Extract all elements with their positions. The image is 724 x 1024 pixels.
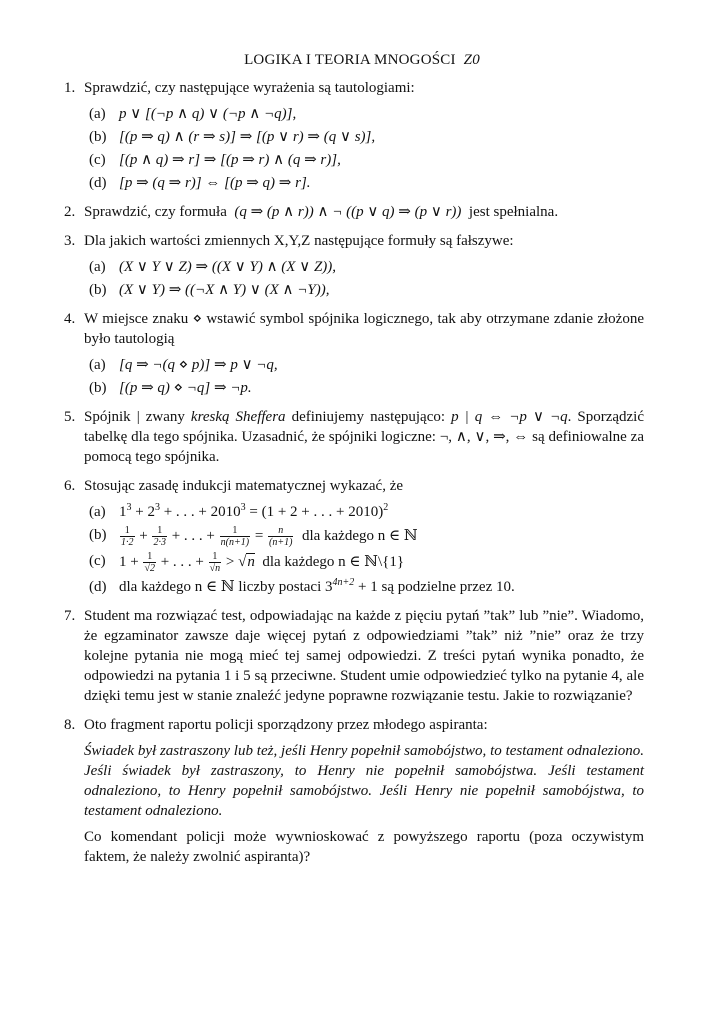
formula: (q ⇒ (p ∧ r)) ∧ ¬ ((p ∨ q) ⇒ (p ∨ r)) [234, 204, 462, 220]
subitem [89, 378, 644, 398]
problem-number: 8. [64, 717, 76, 733]
title-mark: Z0 [463, 52, 480, 68]
formula: [(p ⇒ q) ∧ (r ⇒ s)] ⇒ [(p ∨ r) ⇒ (q ∨ s)], [119, 129, 376, 145]
formula: [(p ∧ q) ⇒ r] ⇒ [(p ⇒ r) ∧ (q ⇒ r)], [119, 152, 341, 168]
formula-part: = (1 + 2 + . . . + 2010) [245, 504, 384, 520]
fraction [120, 525, 135, 548]
problem-6 [64, 476, 644, 597]
formula-part: 1 + [119, 553, 143, 570]
numerator: 1 [220, 525, 250, 537]
subitem [89, 173, 644, 193]
numerator: 1 [120, 525, 135, 537]
report-quote: Świadek był zastraszony lub też, jeśli Henry popełnił samobójstwo, to testament odnaleziono. Jeśli świadek był zastraszony, to Henry nie popełnił samobójstwa. Jeśli testament odnaleziono, to Henry popełnił samobójstwo. Jeśli Henry nie popełnił samobójstwa, to testament odnaleziono. [84, 743, 644, 819]
problem-question: Co komendant policji może wywnioskować z powyższego raportu (poza oczywistym faktem, że należy zwolnić aspiranta)? [84, 829, 644, 865]
problem-list [64, 78, 644, 876]
fraction [209, 551, 222, 574]
subitem [89, 280, 644, 300]
formula: [q ⇒ ¬(q ⋄ p)] ⇒ p ∨ ¬q, [119, 357, 278, 373]
fraction [220, 525, 250, 548]
subitem-label: (b) [89, 380, 107, 396]
formula-part: > √ [222, 553, 247, 570]
formula-part: dla każdego n ∈ ℕ [301, 527, 418, 544]
subitem-label: (c) [89, 152, 106, 168]
radicand: n [247, 553, 255, 570]
problem-text: Stosując zasadę indukcji matematycznej wykazać, że [84, 478, 404, 494]
formula: [p ⇒ (q ⇒ r)] ⇔ [(p ⇒ q) ⇒ r]. [119, 175, 311, 191]
formula-part: + . . . + [156, 553, 208, 570]
formula: p ∨ [(¬p ∧ q) ∨ (¬p ∧ ¬q)], [119, 106, 297, 122]
problem-text: . Sporządzić tabelkę dla tego spójnika. Uzasadnić, że spójniki logiczne: ¬, ∧, ∨, ⇒, ⇔ są definiowalne za pomocą tego spójnika. [84, 409, 645, 465]
problem-text: Sprawdzić, czy następujące wyrażenia są tautologiami: [84, 80, 415, 96]
subitem [89, 104, 644, 124]
denominator: √2 [144, 563, 155, 574]
problem-text: Dla jakich wartości zmiennych X,Y,Z następujące formuły są fałszywe: [84, 233, 514, 249]
subitem-label: (b) [89, 527, 107, 543]
problem-text: Student ma rozwiązać test, odpowiadając na każde z pięciu pytań ”tak” lub ”nie”. Wiadomo, że egzaminator zawsze daje więcej pytań z odpowiedziami ”tak” niż ”nie” oraz że trzy kolejne pytania nie mogą mieć tej samej odpowiedzi. Z treści pytań wynika ponadto, że odpowiedzi na pytania 1 i 5 są przeciwne. Student umie odpowiedzieć tylko na pytanie 4, ale dzięki temu jest w stanie znaleźć jedyne poprawne rozwiązanie testu. Jakie to rozwiązanie? [84, 608, 644, 704]
numerator: 1 [143, 551, 156, 563]
subitem-label: (d) [89, 579, 107, 595]
denominator: 1·2 [121, 537, 134, 548]
problem-2 [64, 202, 644, 222]
subitem [89, 551, 644, 574]
formula: p | q ⇔ ¬p ∨ ¬q [451, 409, 568, 425]
exponent: 2 [383, 502, 389, 513]
subitems [89, 257, 644, 300]
problem-number: 7. [64, 608, 76, 624]
subitems [89, 104, 644, 193]
fraction [143, 551, 156, 574]
subitem [89, 127, 644, 147]
formula: $\frac{1}{1\cdot 2}$ + $\frac{1}{2\cdot 3}$ + . . . + $\frac{1}{n(n+1)}$ = $\frac{n}{(n+1)}$ [121, 525, 293, 548]
subitem-label: (a) [89, 259, 106, 275]
problem-3 [64, 231, 644, 300]
denominator: √n [209, 563, 221, 574]
formula: [(p ⇒ q) ⋄ ¬q] ⇒ ¬p. [119, 380, 252, 396]
denominator: 2·3 [153, 537, 166, 548]
problem-number: 2. [64, 204, 76, 220]
formula-part: + . . . + [167, 527, 219, 544]
subitem-label: (b) [89, 282, 107, 298]
exponent: 3 [240, 502, 246, 513]
subitem-label: (b) [89, 129, 107, 145]
term-italic: kreską Sheffera [190, 409, 286, 425]
problem-5 [64, 407, 644, 467]
problem-7 [64, 606, 644, 706]
problem-4 [64, 309, 644, 398]
formula-part: + . . . + 2010 [159, 504, 241, 520]
problem-number: 4. [64, 311, 76, 327]
subitem [89, 355, 644, 375]
denominator: n(n+1) [220, 537, 250, 548]
subitem-label: (d) [89, 175, 107, 191]
formula [119, 551, 255, 574]
exponent: 3 [154, 502, 160, 513]
problem-number: 1. [64, 80, 76, 96]
page-title [0, 50, 724, 70]
fraction [268, 525, 293, 548]
subitem [89, 577, 644, 597]
problem-number: 5. [64, 409, 76, 425]
numerator: n [268, 525, 293, 537]
denominator: (n+1) [269, 537, 293, 548]
title-text: LOGIKA I TEORIA MNOGOŚCI [244, 52, 456, 68]
fraction [152, 525, 167, 548]
subitem [89, 150, 644, 170]
problem-number: 3. [64, 233, 76, 249]
formula-part: 1 [119, 504, 127, 520]
subitem [89, 525, 644, 548]
formula-part: dla każdego n ∈ ℕ\{1} [262, 553, 405, 570]
numerator: 1 [209, 551, 222, 563]
problem-text: Spójnik | zwany [84, 409, 185, 425]
problem-text: jest spełnialna. [468, 204, 559, 220]
problem-number: 6. [64, 478, 76, 494]
subitem-label: (a) [89, 504, 106, 520]
formula [119, 504, 388, 520]
subitem-label: (a) [89, 106, 106, 122]
exponent: 4n+2 [332, 577, 355, 588]
problem-text: Sprawdzić, czy formuła [84, 204, 227, 220]
formula-part: + 2 [131, 504, 155, 520]
subitem-label: (a) [89, 357, 106, 373]
exponent: 3 [126, 502, 132, 513]
problem-text: + 1 są podzielne przez 10. [354, 579, 515, 595]
subitems [89, 502, 644, 597]
problem-8 [64, 715, 644, 867]
subitem [89, 257, 644, 277]
numerator: 1 [152, 525, 167, 537]
problem-text: W miejsce znaku ⋄ wstawić symbol spójnika logicznego, tak aby otrzymane zdanie złożone było tautologią [84, 311, 644, 347]
subitem [89, 502, 644, 522]
problem-1 [64, 78, 644, 193]
subitem-label: (c) [89, 553, 106, 569]
subitems [89, 355, 644, 398]
problem-text: Oto fragment raportu policji sporządzony przez młodego aspiranta: [84, 717, 488, 733]
problem-text: definiujemy następująco: [291, 409, 446, 425]
problem-text: dla każdego n ∈ ℕ liczby postaci 3 [119, 579, 333, 595]
formula: (X ∨ Y) ⇒ ((¬X ∧ Y) ∨ (X ∧ ¬Y)), [119, 282, 330, 298]
formula: (X ∨ Y ∨ Z) ⇒ ((X ∨ Y) ∧ (X ∨ Z)), [119, 259, 337, 275]
